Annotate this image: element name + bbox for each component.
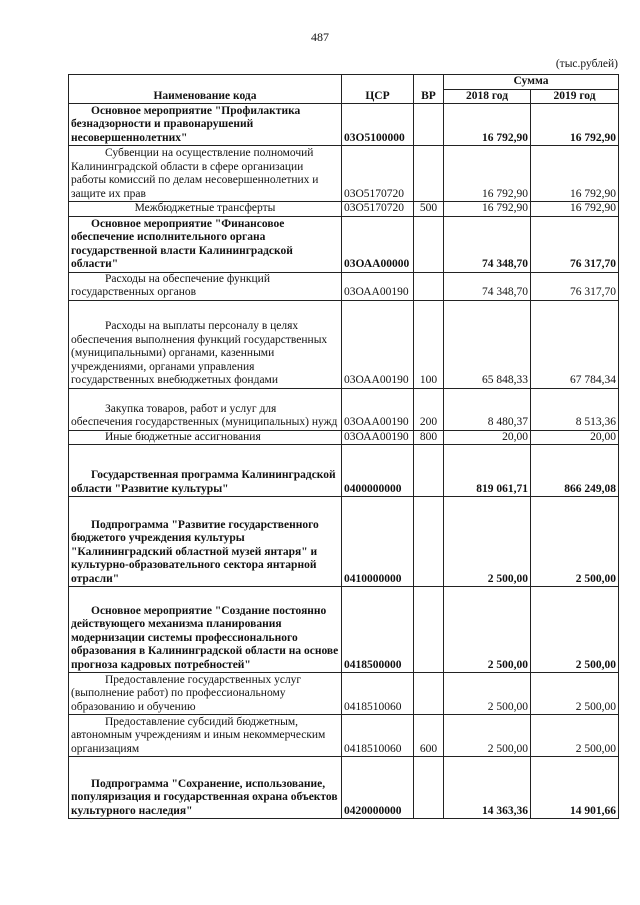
- row-vr: 800: [414, 430, 444, 445]
- row-name: Государственная программа Калининградской области "Развитие культуры": [69, 445, 342, 497]
- table-row: [69, 497, 619, 587]
- row-code: 0418510060: [342, 715, 414, 757]
- row-vr: [414, 757, 444, 819]
- row-value-2018: 2 500,00: [444, 673, 531, 715]
- row-value-2018: 74 348,70: [444, 272, 531, 300]
- row-code: 03ОАА00190: [342, 388, 414, 430]
- row-code: 03ОАА00190: [342, 272, 414, 300]
- row-code: 0410000000: [342, 497, 414, 587]
- row-code: 0418510060: [342, 673, 414, 715]
- row-code: 03ОАА00190: [342, 300, 414, 388]
- row-vr: [414, 497, 444, 587]
- header-2018: 2018 год: [444, 89, 531, 104]
- row-value-2019: 16 792,90: [531, 146, 619, 202]
- row-value-2019: 16 792,90: [531, 202, 619, 217]
- row-value-2019: 2 500,00: [531, 673, 619, 715]
- row-value-2019: 866 249,08: [531, 445, 619, 497]
- header-name: Наименование кода: [69, 75, 342, 104]
- row-name: Расходы на обеспечение функций государственных органов: [69, 272, 342, 300]
- row-value-2018: 819 061,71: [444, 445, 531, 497]
- row-vr: [414, 673, 444, 715]
- row-vr: [414, 272, 444, 300]
- row-value-2019: 20,00: [531, 430, 619, 445]
- row-code: 0400000000: [342, 445, 414, 497]
- units-label: (тыс.рублей): [555, 58, 618, 70]
- row-vr: [414, 104, 444, 146]
- row-name: Основное мероприятие "Профилактика безнадзорности и правонарушений несовершеннолетних": [69, 104, 342, 146]
- row-code: 03ОАА00190: [342, 430, 414, 445]
- row-name: Иные бюджетные ассигнования: [69, 430, 342, 445]
- row-value-2018: 16 792,90: [444, 104, 531, 146]
- budget-table: [68, 74, 619, 819]
- row-value-2019: 8 513,36: [531, 388, 619, 430]
- row-code: 03О5100000: [342, 104, 414, 146]
- table-row: [69, 445, 619, 497]
- row-name: Предоставление государственных услуг (выполнение работ) по профессиональному образованию и обучению: [69, 673, 342, 715]
- table-row: [69, 388, 619, 430]
- row-name: Предоставление субсидий бюджетным, автономным учреждениям и иным некоммерческим организациям: [69, 715, 342, 757]
- table-row: [69, 673, 619, 715]
- header-2019: 2019 год: [531, 89, 619, 104]
- row-value-2018: 16 792,90: [444, 146, 531, 202]
- row-value-2018: 65 848,33: [444, 300, 531, 388]
- row-value-2018: 16 792,90: [444, 202, 531, 217]
- row-value-2019: 2 500,00: [531, 587, 619, 673]
- row-vr: [414, 216, 444, 272]
- table-row: [69, 757, 619, 819]
- row-name: Расходы на выплаты персоналу в целях обеспечения выполнения функций государственных (муниципальными) органами, казенными учреждениями, органами управления государственных внебюджетных фондами: [69, 300, 342, 388]
- row-value-2019: 76 317,70: [531, 216, 619, 272]
- header-sum: Сумма: [444, 75, 619, 90]
- row-vr: 500: [414, 202, 444, 217]
- row-vr: [414, 146, 444, 202]
- row-value-2019: 67 784,34: [531, 300, 619, 388]
- row-value-2018: 2 500,00: [444, 587, 531, 673]
- row-value-2018: 2 500,00: [444, 715, 531, 757]
- row-value-2018: 2 500,00: [444, 497, 531, 587]
- header-csr: ЦСР: [342, 75, 414, 104]
- page-number: 487: [311, 30, 329, 44]
- row-code: 0420000000: [342, 757, 414, 819]
- row-vr: [414, 587, 444, 673]
- row-name: Закупка товаров, работ и услуг для обеспечения государственных (муниципальных) нужд: [69, 388, 342, 430]
- row-value-2019: 2 500,00: [531, 715, 619, 757]
- table-row: [69, 300, 619, 388]
- row-value-2019: 16 792,90: [531, 104, 619, 146]
- row-name: Основное мероприятие "Финансовое обеспечение исполнительного органа государственной власти Калининградской области": [69, 216, 342, 272]
- row-value-2019: 14 901,66: [531, 757, 619, 819]
- header-vr: ВР: [414, 75, 444, 104]
- table-row: [69, 104, 619, 146]
- table-row: [69, 430, 619, 445]
- table-row: [69, 715, 619, 757]
- row-vr: 100: [414, 300, 444, 388]
- row-code: 03О5170720: [342, 202, 414, 217]
- row-name: Подпрограмма "Развитие государственного бюджетого учреждения культуры "Калининградский областной музей янтаря" и культурно-образовательного сектора янтарной отрасли": [69, 497, 342, 587]
- row-value-2019: 76 317,70: [531, 272, 619, 300]
- row-code: 03ОАА00000: [342, 216, 414, 272]
- row-value-2018: 20,00: [444, 430, 531, 445]
- row-value-2019: 2 500,00: [531, 497, 619, 587]
- row-name: Межбюджетные трансферты: [69, 202, 342, 217]
- row-vr: 200: [414, 388, 444, 430]
- table-row: [69, 146, 619, 202]
- row-vr: 600: [414, 715, 444, 757]
- row-name: Субвенции на осуществление полномочий Калининградской области в сфере организации работы комиссий по делам несовершеннолетних и защите их прав: [69, 146, 342, 202]
- row-name: Основное мероприятие "Создание постоянно действующего механизма планирования модернизации системы профессионального образования в Калининградской области на основе прогноза кадровых потребностей": [69, 587, 342, 673]
- table-header: [69, 75, 619, 104]
- table-row: [69, 202, 619, 217]
- row-code: 03О5170720: [342, 146, 414, 202]
- table-row: [69, 272, 619, 300]
- table-row: [69, 587, 619, 673]
- table-row: [69, 216, 619, 272]
- row-value-2018: 14 363,36: [444, 757, 531, 819]
- row-value-2018: 8 480,37: [444, 388, 531, 430]
- row-name: Подпрограмма "Сохранение, использование, популяризация и государственная охрана объектов культурного наследия": [69, 757, 342, 819]
- row-value-2018: 74 348,70: [444, 216, 531, 272]
- row-code: 0418500000: [342, 587, 414, 673]
- row-vr: [414, 445, 444, 497]
